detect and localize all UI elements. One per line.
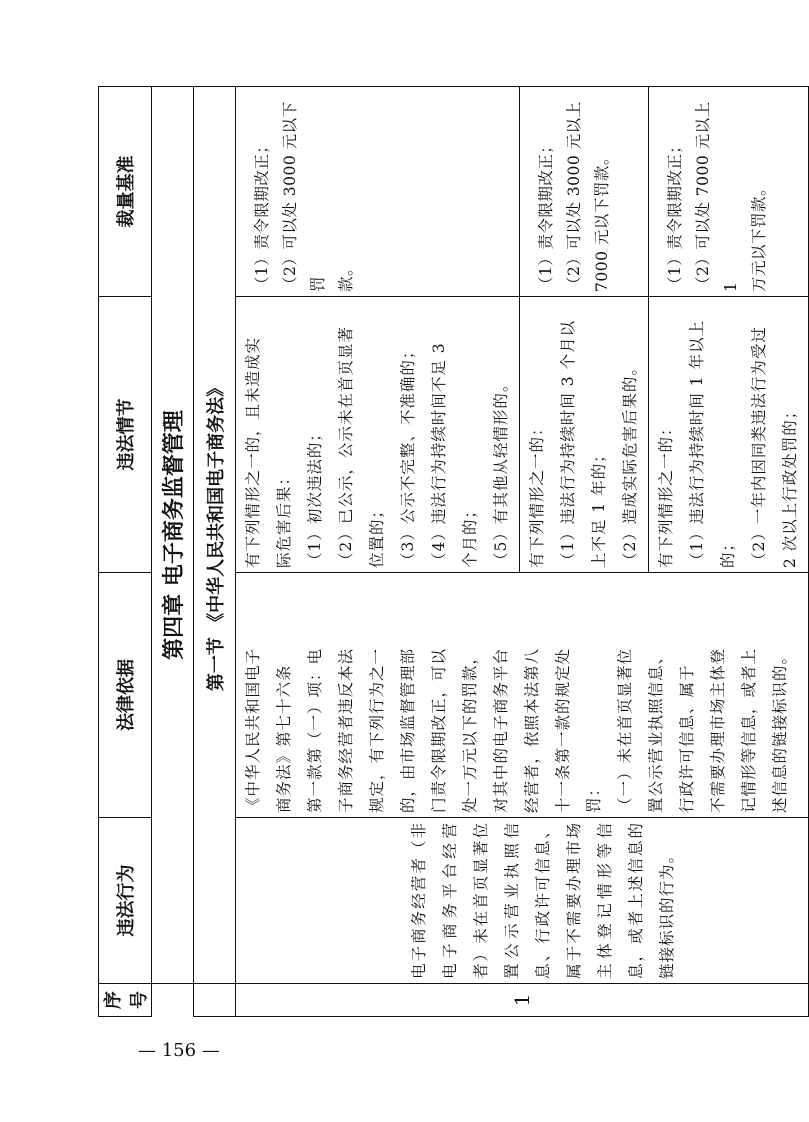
penalty-table xyxy=(98,86,809,1017)
chapter-title: 第四章 电子商务监督管理 xyxy=(152,87,194,984)
chapter-row xyxy=(152,87,194,1017)
circumstance-tier-1: 有下列情形之一的，且未造成实 际危害后果： （1）初次违法的； （2）已公示，公示未在首页显著 位置的； （3）公示不完整、不准确的； （4）违法行为持续时间不足 3 个月的； （5）有其他从轻情形的。 xyxy=(236,297,520,573)
section-title: 第一节 《中华人民共和国电子商务法》 xyxy=(194,87,236,984)
header-act: 违法行为 xyxy=(99,818,152,984)
page-number: — 156 — xyxy=(138,1040,220,1061)
section-row xyxy=(194,87,236,1017)
header-circumstance: 违法情节 xyxy=(99,297,152,573)
header-basis: 法律依据 xyxy=(99,573,152,818)
violation-act: 电子商务经营者（非电子商务平台经营者）未在首页显著位置公示营业执照信息、行政许可信息、属于不需要办理市场主体登记情形等信息，或者上述信息的链接标识的行为。 xyxy=(236,818,809,984)
header-standard: 裁量基准 xyxy=(99,87,152,297)
row-seq: 1 xyxy=(236,984,809,1017)
standard-tier-2: （1）责令限期改正； （2）可以处 3000 元以上 7000 元以下罚款。 xyxy=(520,87,649,297)
circumstance-tier-2: 有下列情形之一的： （1）违法行为持续时间 3 个月以 上不足 1 年的； （2）造成实际危害后果的。 xyxy=(520,297,649,573)
rotated-page xyxy=(98,87,799,1017)
header-row xyxy=(99,87,152,1017)
standard-tier-3: （1）责令限期改正； （2）可以处 7000 元以上 1 万元以下罚款。 xyxy=(649,87,809,297)
circumstance-tier-3: 有下列情形之一的： （1）违法行为持续时间 1 年以上 的； （2）一年内因同类违法行为受过 2 次以上行政处罚的； xyxy=(649,297,809,573)
legal-basis: 《中华人民共和国电子 商务法》第七十六条 第一款第（一）项：电 子商务经营者违反本法 规定，有下列行为之一 的，由市场监督管理部 门责令限期改正，可以 处一万元以下的罚款， 对其中的电子商务平台 经营者，依照本法第八 十一条第一款的规定处 罚： （一）未在首页显著位 置公示营业执照信息、 行政许可信息、属于 不需要办理市场主体登 记情形等信息，或者上 述信息的链接标识的。 xyxy=(236,573,809,818)
standard-tier-1: （1）责令限期改正； （2）可以处 3000 元以下罚 款。 xyxy=(236,87,520,297)
table-row xyxy=(236,87,520,1017)
header-seq: 序号 xyxy=(99,984,152,1017)
